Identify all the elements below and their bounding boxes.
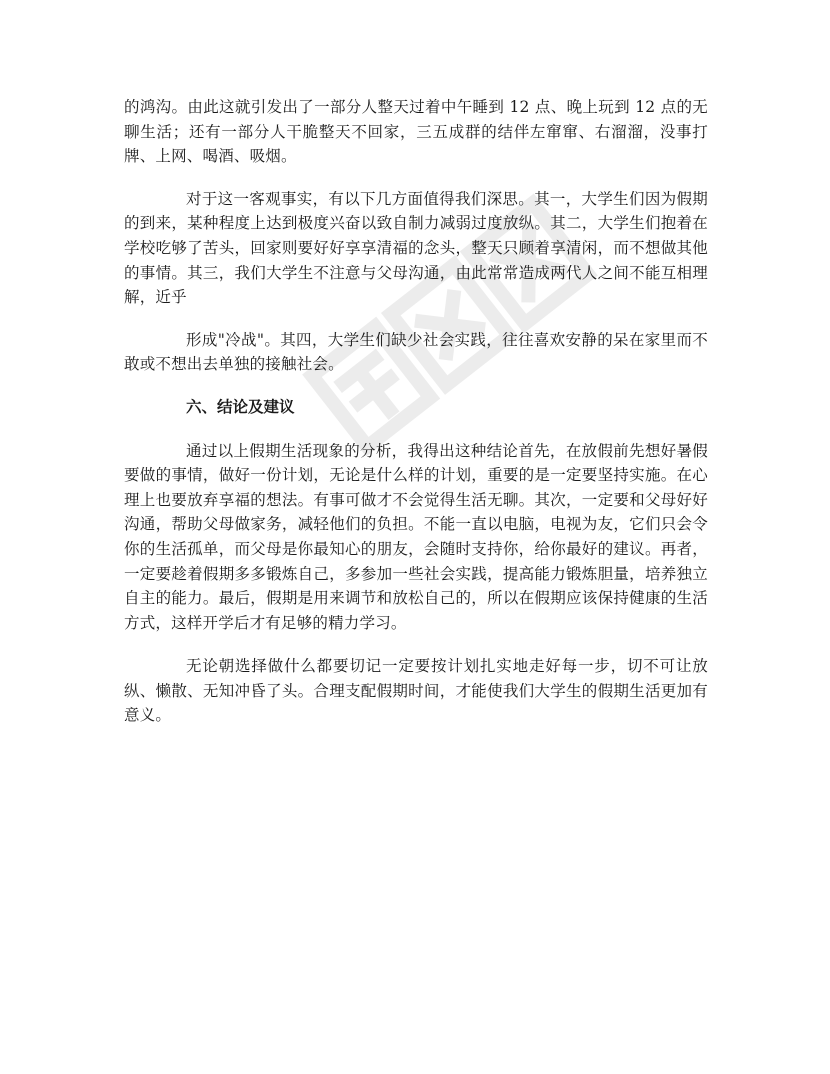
paragraph: 通过以上假期生活现象的分析，我得出这种结论首先，在放假前先想好暑假要做的事情，做好一份计划，无论是什么样的计划，重要的是一定要坚持实施。在心理上也要放弃享福的想法。有事可做才不会觉得生活无聊。其次，一定要和父母好好沟通，帮助父母做家务，减轻他们的负担。不能一直以电脑，电视为友，它们只会令你的生活孤单，而父母是你最知心的朋友，会随时支持你，给你最好的建议。再者，一定要趁着假期多多锻炼自己，多参加一些社会实践，提高能力锻炼胆量，培养独立自主的能力。最后，假期是用来调节和放松自己的，所以在假期应该保持健康的生活方式，这样开学后才有足够的精力学习。 [124,441,708,632]
paragraph: 对于这一客观事实，有以下几方面值得我们深思。其一，大学生们因为假期的到来，某种程度上达到极度兴奋以致自制力减弱过度放纵。其二，大学生们抱着在学校吃够了苦头，回家则要好好享享清福的念头，整天只顾着享清闲，而不想做其他的事情。其三，我们大学生不注意与父母沟通，由此常常造成两代人之间不能互相理解，近乎 [124,189,708,307]
section-heading: 六、结论及建议 [186,397,295,416]
document-body [124,95,708,728]
paragraph: 形成"冷战"。其四，大学生们缺少社会实践，往往喜欢安静的呆在家里而不敢或不想出去单独的接触社会。 [124,330,708,374]
paragraph: 无论朝选择做什么都要切记一定要按计划扎实地走好每一步，切不可让放纵、懒散、无知冲昏了头。合理支配假期时间，才能使我们大学生的假期生活更加有意义。 [124,657,708,725]
paragraph: 的鸿沟。由此这就引发出了一部分人整天过着中午睡到 12 点、晚上玩到 12 点的无聊生活；还有一部分人干脆整天不回家，三五成群的结伴左窜窜、右溜溜，没事打牌、上网、喝酒、吸烟。 [124,98,708,166]
